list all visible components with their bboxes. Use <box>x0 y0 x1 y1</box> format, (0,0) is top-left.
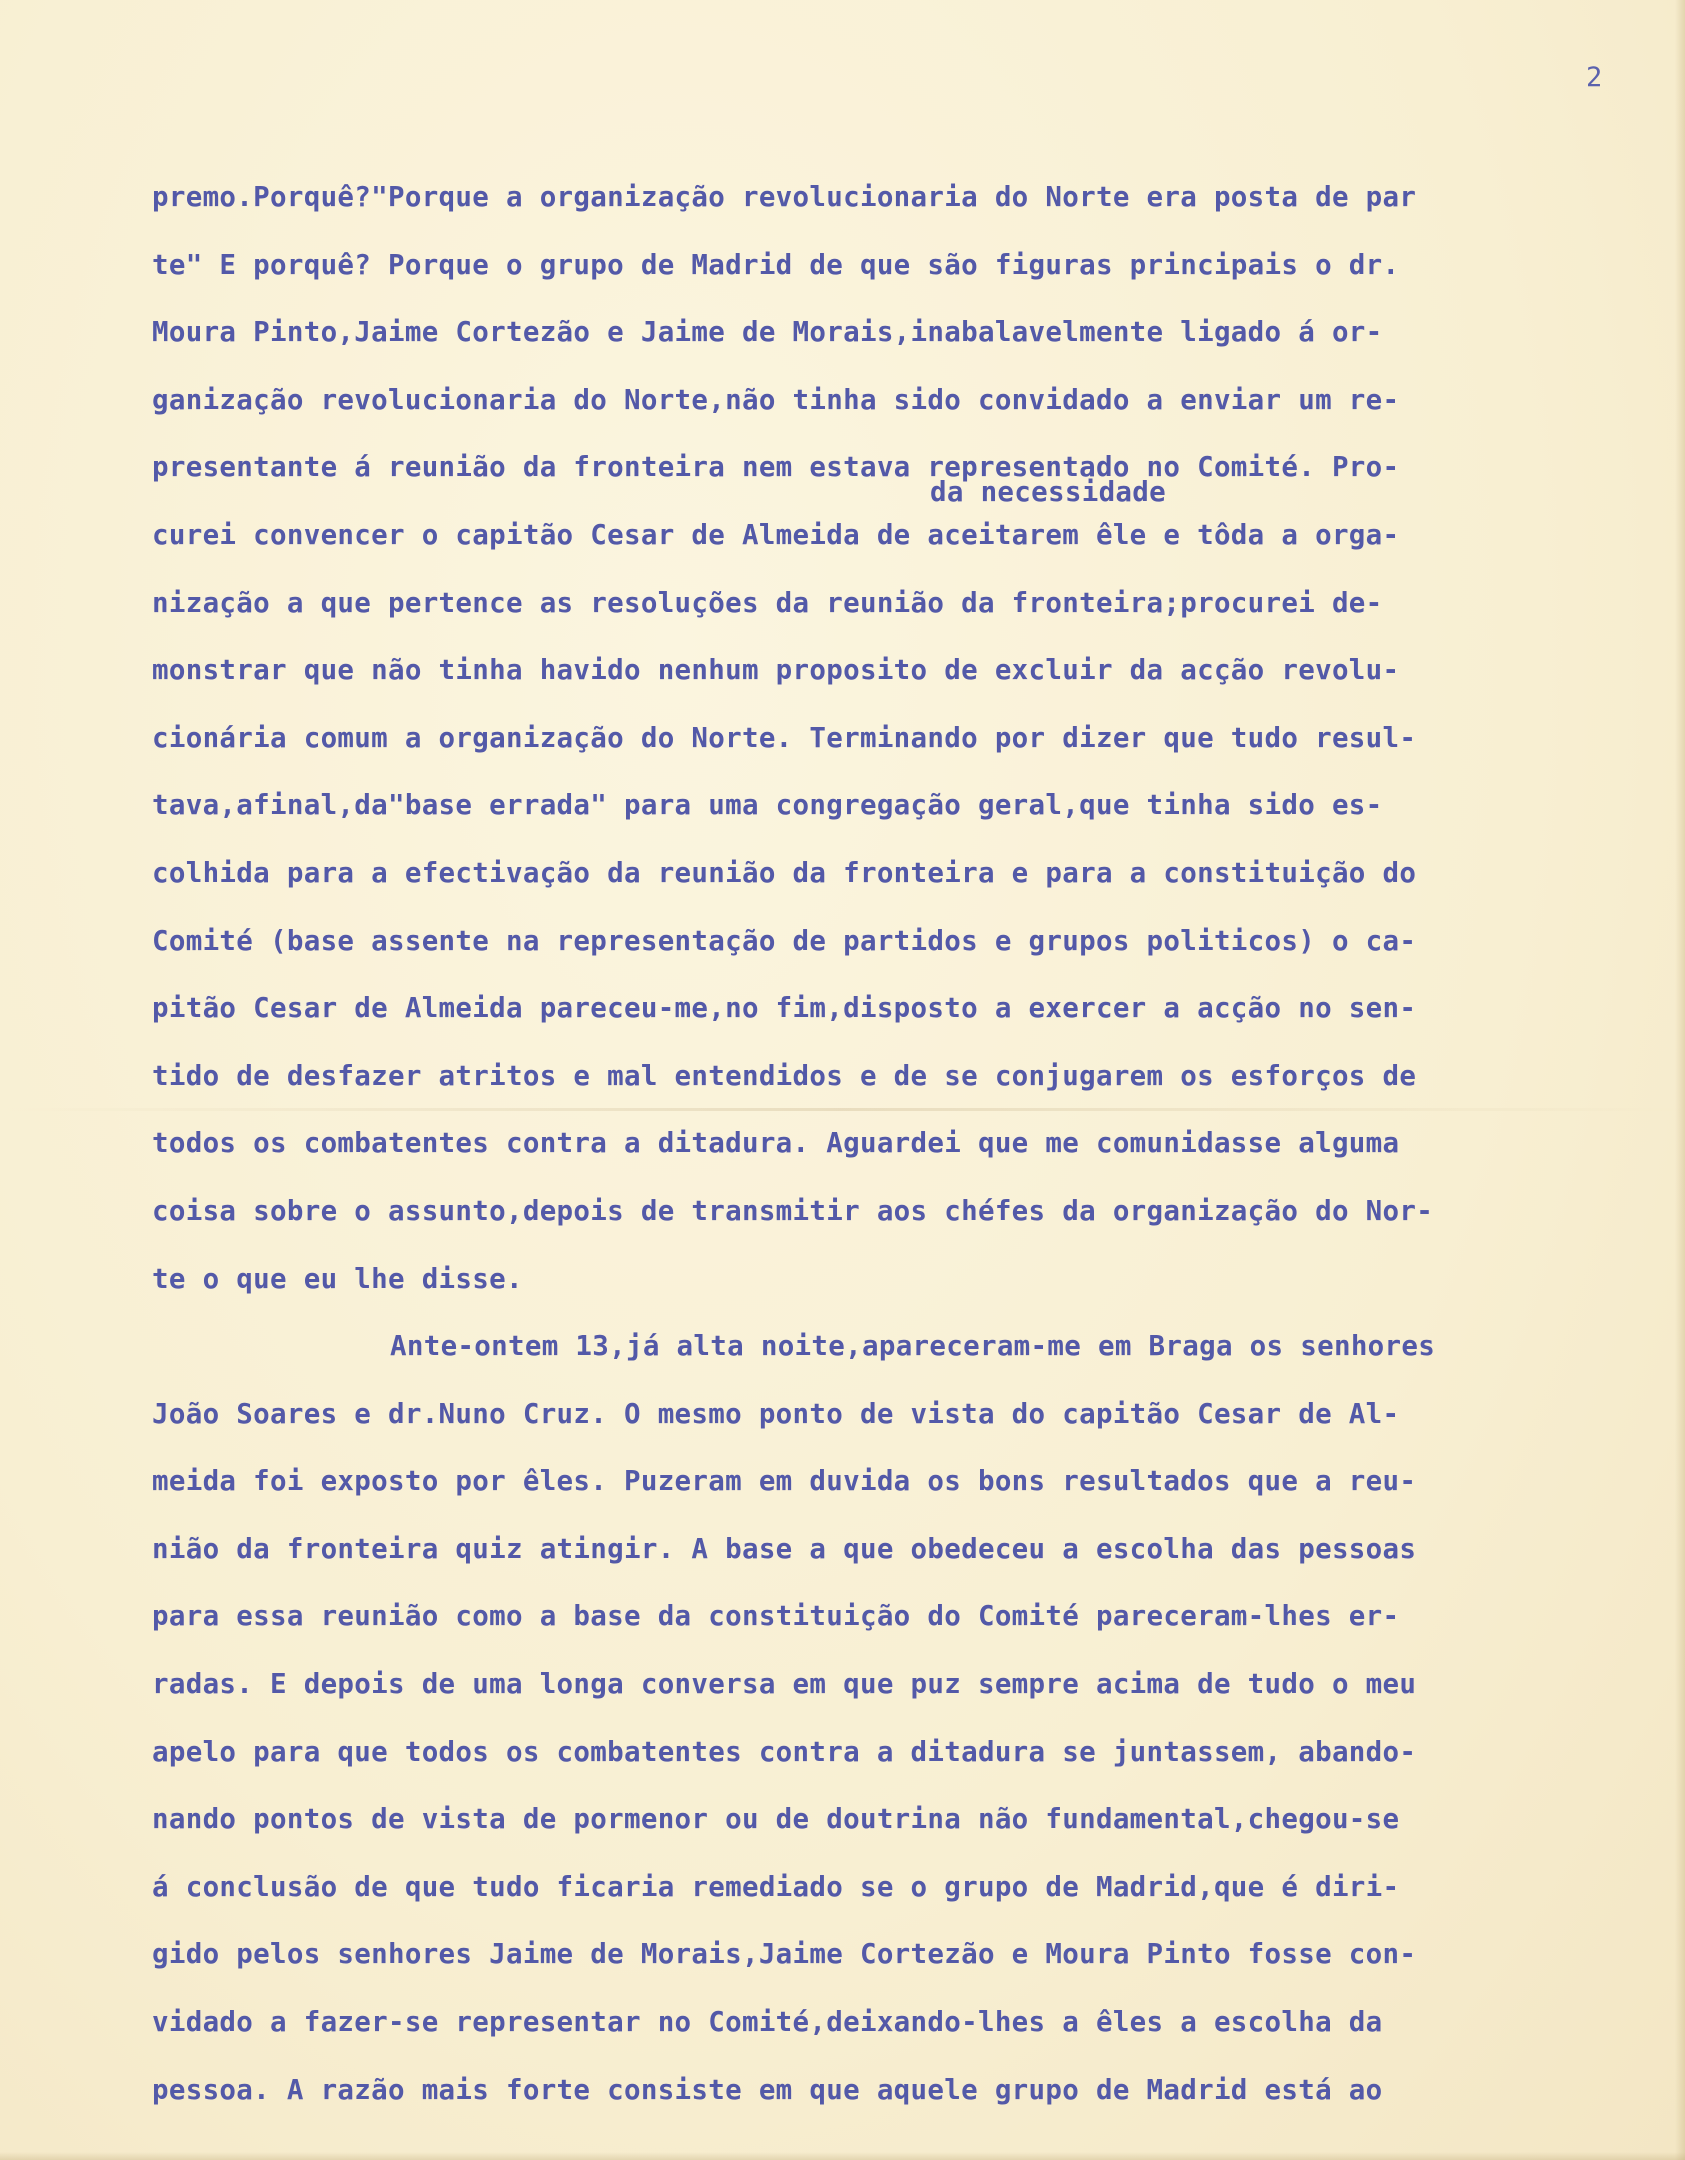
text-line: nião da fronteira quiz atingir. A base a que obedeceu a escolha das pessoas <box>152 1532 1417 1565</box>
text-line: gido pelos senhores Jaime de Morais,Jaime Cortezão e Moura Pinto fosse con- <box>152 1938 1417 1971</box>
text-line: pitão Cesar de Almeida pareceu-me,no fim,disposto a exercer a acção no sen- <box>152 992 1417 1025</box>
text-line: tava,afinal,da"base errada" para uma congregação geral,que tinha sido es- <box>152 789 1383 822</box>
text-line: colhida para a efectivação da reunião da fronteira e para a constituição do <box>152 856 1417 889</box>
text-line: ganização revolucionaria do Norte,não tinha sido convidado a enviar um re- <box>152 383 1400 416</box>
text-line: cionária comum a organização do Norte. Terminando por dizer que tudo resul- <box>152 721 1417 754</box>
page-number: 2 <box>1586 62 1603 93</box>
text-line: coisa sobre o assunto,depois de transmitir aos chéfes da organização do Nor- <box>152 1194 1434 1227</box>
text-line: radas. E depois de uma longa conversa em que puz sempre acima de tudo o meu <box>152 1668 1417 1701</box>
text-line: João Soares e dr.Nuno Cruz. O mesmo ponto de vista do capitão Cesar de Al- <box>152 1397 1400 1430</box>
text-line: Comité (base assente na representação de partidos e grupos politicos) o ca- <box>152 924 1417 957</box>
text-line: te o que eu lhe disse. <box>152 1262 523 1295</box>
text-line: monstrar que não tinha havido nenhum proposito de excluir da acção revolu- <box>152 654 1400 687</box>
text-line: para essa reunião como a base da constituição do Comité pareceram-lhes er- <box>152 1600 1400 1633</box>
text-line: te" E porquê? Porque o grupo de Madrid de que são figuras principais o dr. <box>152 248 1400 281</box>
text-line: todos os combatentes contra a ditadura. Aguardei que me comunidasse alguma <box>152 1127 1400 1160</box>
interlinear-insertion: da necessidade <box>930 476 1166 508</box>
text-line: pessoa. A razão mais forte consiste em que aquele grupo de Madrid está ao <box>152 2073 1383 2106</box>
text-line: apelo para que todos os combatentes contra a ditadura se juntassem, abando- <box>152 1735 1417 1768</box>
text-line: presentante á reunião da fronteira nem estava representado no Comité. Pro- <box>152 451 1400 484</box>
text-line: Moura Pinto,Jaime Cortezão e Jaime de Morais,inabalavelmente ligado á or- <box>152 316 1383 349</box>
text-line: curei convencer o capitão Cesar de Almeida de aceitarem êle e tôda a orga- <box>152 518 1400 551</box>
text-line: tido de desfazer atritos e mal entendidos e de se conjugarem os esforços de <box>152 1059 1417 1092</box>
text-line: vidado a fazer-se representar no Comité,deixando-lhes a êles a escolha da <box>152 2006 1383 2039</box>
text-line: nando pontos de vista de pormenor ou de doutrina não fundamental,chegou-se <box>152 1803 1400 1836</box>
text-line: meida foi exposto por êles. Puzeram em duvida os bons resultados que a reu- <box>152 1465 1417 1498</box>
typewritten-text <box>152 180 1672 2140</box>
paragraph-first-line: Ante-ontem 13,já alta noite,apareceram-me em Braga os senhores <box>390 1330 1436 1363</box>
text-line: nização a que pertence as resoluções da reunião da fronteira;procurei de- <box>152 586 1383 619</box>
text-line: premo.Porquê?"Porque a organização revolucionaria do Norte era posta de par <box>152 181 1417 213</box>
text-line: á conclusão de que tudo ficaria remediado se o grupo de Madrid,que é diri- <box>152 1870 1400 1903</box>
paper-edge-shadow-right <box>1675 0 1685 2160</box>
paper-edge-shadow-bottom <box>0 2152 1685 2160</box>
